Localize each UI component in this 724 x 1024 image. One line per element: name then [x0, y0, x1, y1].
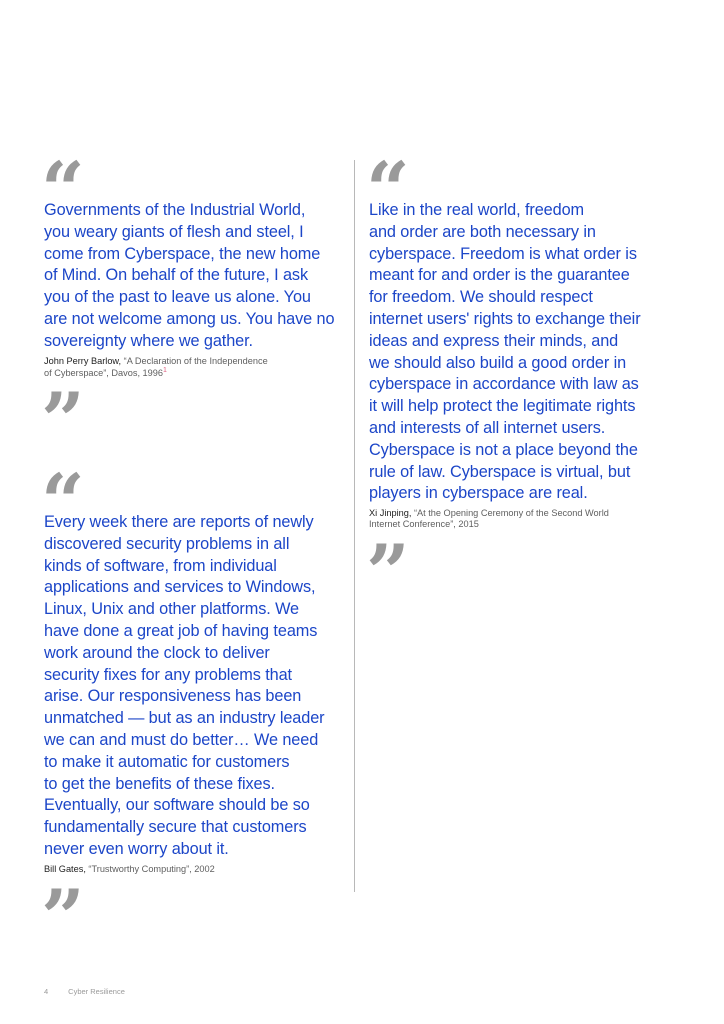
open-quote-mark-icon: “: [41, 145, 81, 234]
quote-attribution: [44, 356, 354, 379]
footer-title: Cyber Resilience: [68, 987, 125, 996]
quote-barlow: [41, 145, 354, 465]
close-quote-mark-icon: ”: [41, 375, 81, 465]
quote-author: Xi Jinping,: [369, 508, 412, 519]
page-footer: [44, 987, 125, 996]
quote-author: Bill Gates,: [44, 863, 86, 874]
column-divider: [354, 160, 355, 892]
quote-text: Like in the real world, freedom and order are both necessary in cyberspace. Freedom is what order is meant for and order is the guarantee for freedom. We should respect internet users' rights to exchange their ideas and express their minds, and we should also build a good order in cyberspace in accordance with law as it will help protect the legitimate rights and interests of all internet users. Cyberspace is not a place beyond the rule of law. Cyberspace is virtual, but players in cyberspace are real.: [369, 201, 641, 503]
footnote-reference[interactable]: 1: [163, 367, 167, 375]
quote-attribution: [44, 864, 354, 875]
page-number: 4: [44, 987, 49, 996]
quote-gates: [41, 457, 354, 963]
quote-xi: [366, 145, 689, 618]
quote-source: “Trustworthy Computing”, 2002: [85, 863, 215, 874]
close-quote-mark-icon: ”: [366, 528, 406, 618]
quote-attribution: [369, 508, 689, 529]
quote-author: John Perry Barlow,: [44, 355, 122, 366]
close-quote-mark-icon: ”: [41, 873, 81, 963]
quote-text: Every week there are reports of newly discovered security problems in all kinds of software, from individual applications and services to Windows, Linux, Unix and other platforms. We have done a great job of having teams work around the clock to deliver security fixes for any problems that arise. Our responsiveness has been unmatched — but as an industry leader we can and must do better… We need to make it automatic for customers to get the benefits of these fixes. Eventually, our software should be so fundamentally secure that customers never even worry about it.: [44, 513, 325, 858]
quote-source: “At the Opening Ceremony of the Second World Internet Conference”, 2015: [369, 508, 609, 529]
open-quote-mark-icon: “: [41, 457, 81, 546]
quote-text: Governments of the Industrial World, you weary giants of flesh and steel, I come from Cyberspace, the new home of Mind. On behalf of the future, I ask you of the past to leave us alone. You are not welcome among us. You have no sovereignty where we gather.: [44, 201, 335, 350]
quote-source: “A Declaration of the Independence of Cyberspace”, Davos, 1996: [44, 355, 268, 379]
open-quote-mark-icon: “: [366, 145, 406, 234]
